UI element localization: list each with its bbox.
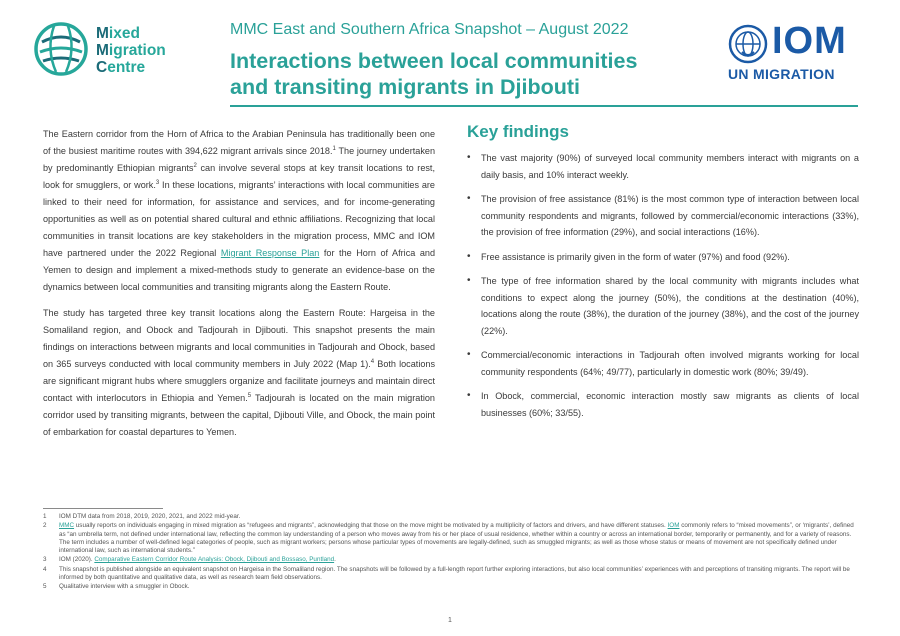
iom-logo: [728, 20, 868, 82]
finding-item: [467, 388, 859, 421]
intro-paragraph-2: [43, 305, 435, 441]
mmc-globe-icon: [34, 22, 88, 76]
key-findings-section: [467, 122, 859, 429]
intro-p1-text-d: In these locations, migrants’ interactions with local communities are linked to their need for information, for assistance and services, and for income-generating opportunities as well as on potential shared cultural and ethnic affiliations. Recognizing that local communities in transit locations are key stakeholders in the migration process, MMC and IOM have partnered under the 2022 Regional: [43, 180, 435, 258]
mmc-logo: [34, 22, 194, 80]
footnote-1: [43, 513, 858, 521]
intro-p1-text-c: can involve several stops at key transit locations to rest, look for smugglers, or work.: [43, 163, 435, 190]
footnote-text: Qualitative interview with a smuggler in Obock.: [59, 583, 190, 591]
corridor-analysis-link[interactable]: Comparative Eastern Corridor Route Analysis: Obock, Djibouti and Bossaso, Puntland: [94, 556, 335, 564]
footnote-number: 1: [43, 513, 47, 520]
iom-tagline: UN MIGRATION: [728, 66, 835, 82]
mmc-cap-3: C: [96, 59, 108, 76]
iom-wordmark: IOM: [772, 20, 847, 62]
footnote-divider: [43, 508, 163, 509]
finding-text: The type of free information shared by the local community with migrants includes what conditions to expect along the journey (50%), the conditions at the destination (40%), locations along the route (38%), the duration of the journey (38%), and the cost of the journey (22%).: [481, 276, 859, 336]
footnote-3-text-a: IOM (2020).: [59, 556, 95, 564]
intro-p1-text-b: The journey undertaken by predominantly Ethiopian migrants: [43, 146, 435, 173]
migrant-response-plan-link[interactable]: Migrant Response Plan: [220, 248, 320, 258]
footnote-ref-4[interactable]: 4: [370, 358, 375, 365]
intro-section: [43, 126, 435, 450]
footnote-2-text-b: commonly refers to “mixed movements”, or ‘migrants’, defined as “an umbrella term, not defined under international law, reflecting the common lay understanding of a person who moves away from his or her place of usual residence, whether within a country or across an international border, temporarily or permanently, and for a variety of reasons. The term includes a number of well-defined legal categories of people, such as migrant workers; persons whose particular types of movements are legally-defined, such as smuggled migrants; as well as those whose status or means of movement are not specifically defined under international law, such as international students.”: [59, 522, 854, 555]
footnote-number: 2: [43, 522, 47, 530]
footnote-4: [43, 566, 858, 583]
page-header: [0, 0, 900, 110]
intro-paragraph-1: [43, 126, 435, 296]
iom-link[interactable]: IOM: [667, 522, 680, 530]
bullet-icon: •: [467, 250, 471, 262]
finding-item: [467, 150, 859, 183]
mmc-wordmark: [96, 25, 166, 76]
title-line-1: Interactions between local communities: [230, 49, 638, 73]
title-line-2: and transiting migrants in Djibouti: [230, 75, 580, 99]
finding-item: [467, 191, 859, 241]
iom-emblem-icon: [728, 24, 768, 64]
footnote-3-text-b: .: [334, 556, 336, 564]
mmc-cap-2: M: [96, 42, 109, 59]
footnote-text: [59, 556, 858, 564]
intro-p2-text-b: Both locations are significant migrant hubs where smugglers organize and facilitate journeys and maintain direct contact with interlocutors in Ethiopia and Yemen.: [43, 359, 435, 403]
page-title: [230, 48, 637, 100]
bullet-icon: •: [467, 193, 471, 204]
intro-p1-text-a: The Eastern corridor from the Horn of Africa to the Arabian Peninsula has traditionally been one of the busiest maritime routes with 394,622 migrant arrivals since 2018.: [43, 129, 435, 156]
bullet-icon: •: [467, 349, 471, 360]
intro-p2-text-a: The study has targeted three key transit locations along the Eastern Route: Hargeisa in the Somaliland region, and Obock and Tadjourah in Djibouti. This snapshot presents the main findings on interactions between migrants and local communities in Tadjourah and Obock, based on 365 surveys conducted with local community members in July 2022 (Map 1).: [43, 308, 435, 369]
intro-p1-text-e: for the Horn of Africa and Yemen to design and implement a mixed-methods study to generate an evidence-base on the dynamics between local communities and transiting migrants along the Eastern Route.: [43, 248, 435, 292]
footnote-5: [43, 583, 858, 591]
mmc-word-3: entre: [107, 59, 146, 76]
intro-p2-text-c: Tadjourah is located on the main migration corridor used by transiting migrants, between the capital, Djibouti Ville, and Obock, the main point of embarkation for coastal departures to Yemen.: [43, 393, 435, 437]
finding-text: The provision of free assistance (81%) is the most common type of interaction between local community respondents and migrants, followed by commercial/economic interactions (33%), the provision of free information (29%), and social interactions (16%).: [481, 194, 859, 237]
footnote-number: 4: [43, 565, 47, 573]
mmc-word-1: ixed: [108, 25, 140, 42]
finding-text: In Obock, commercial, economic interaction mostly saw migrants as clients of local businesses (60%; 33/55).: [481, 391, 859, 418]
finding-text: Free assistance is primarily given in the form of water (97%) and food (92%).: [481, 251, 790, 262]
footnote-text: IOM DTM data from 2018, 2019, 2020, 2021, and 2022 mid-year.: [59, 513, 241, 520]
bullet-icon: •: [467, 390, 471, 401]
mmc-link[interactable]: MMC: [59, 522, 75, 530]
key-findings-list: [467, 150, 859, 421]
finding-item: [467, 249, 859, 266]
footnote-number: 3: [43, 556, 47, 564]
page-number: 1: [448, 617, 452, 624]
footnote-ref-2[interactable]: 2: [193, 162, 197, 169]
footnote-2: [43, 522, 858, 555]
bullet-icon: •: [467, 152, 471, 163]
finding-text: Commercial/economic interactions in Tadjourah often involved migrants working for local community respondents (64%; 49/77), particularly in domestic work (80%; 39/49).: [481, 350, 859, 377]
finding-item: [467, 347, 859, 380]
mmc-word-2: igration: [108, 42, 166, 59]
mmc-cap-1: M: [96, 25, 109, 42]
footnote-text: This snapshot is published alongside an equivalent snapshot on Hargeisa in the Somaliland region. The snapshots will be followed by a full-length report further exploring interactions, but also local communities’ experiences with and perceptions of transiting migrants. The report will be informed by both quantitative and qualitative data, as well as research team field observations.: [59, 565, 850, 582]
snapshot-label: MMC East and Southern Africa Snapshot – August 2022: [230, 21, 629, 38]
footnote-number: 5: [43, 583, 47, 591]
footnote-text: [59, 522, 858, 555]
footnote-ref-3[interactable]: 3: [155, 179, 160, 186]
finding-text: The vast majority (90%) of surveyed local community members interact with migrants on a daily basis, and 10% interact weekly.: [481, 153, 859, 180]
key-findings-title: Key findings: [467, 122, 570, 141]
footnotes: [43, 513, 858, 593]
footnote-3: [43, 556, 858, 564]
bullet-icon: •: [467, 275, 471, 286]
footnote-2-text-a: usually reports on individuals engaging in mixed migration as “refugees and migrants”, acknowledging that those on the move might be motivated by a multiplicity of factors and drivers, and have different statuses.: [74, 522, 668, 530]
footnote-ref-5[interactable]: 5: [247, 392, 252, 399]
footnote-ref-1[interactable]: 1: [332, 145, 336, 152]
finding-item: [467, 273, 859, 339]
header-divider: [230, 105, 858, 107]
